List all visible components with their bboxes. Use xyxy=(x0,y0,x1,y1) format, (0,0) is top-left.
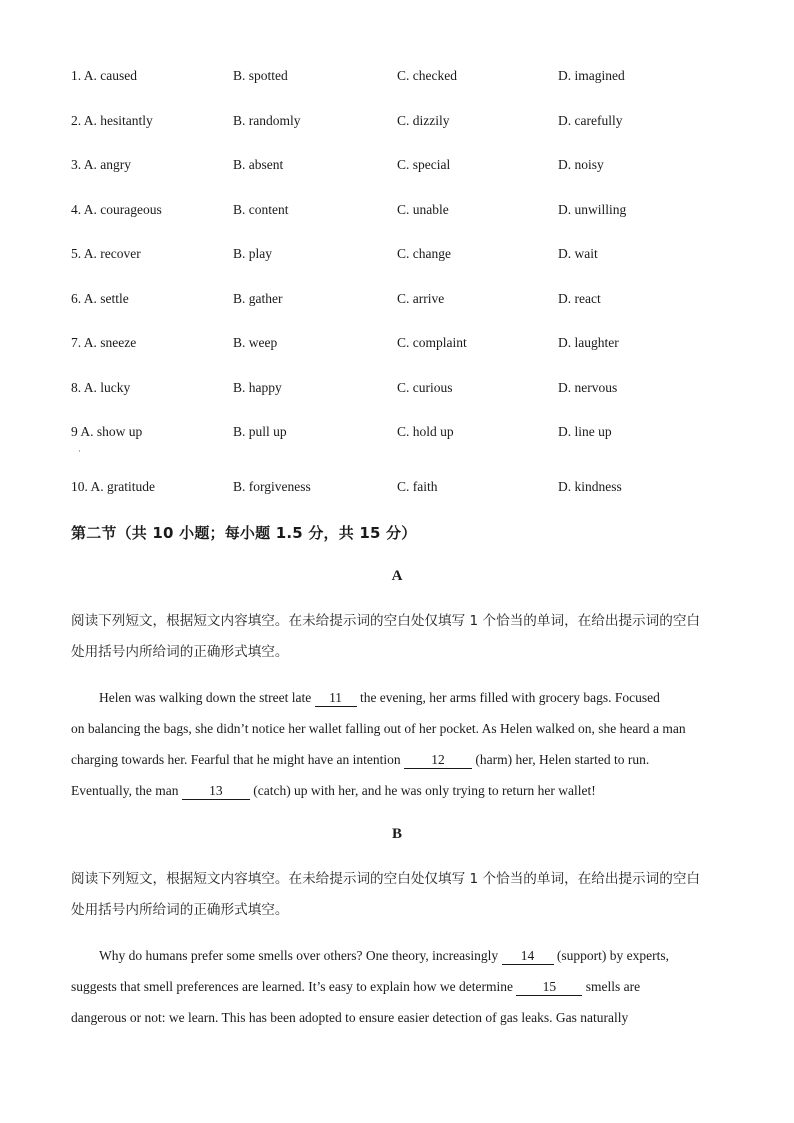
question-option-a: 4. A. courageous xyxy=(71,202,162,217)
question-option-c: C. curious xyxy=(397,380,453,395)
question-row xyxy=(0,113,794,133)
question-option-c: C. faith xyxy=(397,479,438,494)
question-option-d: D. line up xyxy=(558,424,612,439)
question-option-c: C. checked xyxy=(397,68,457,83)
part-b-instructions xyxy=(71,864,721,926)
part-a-instruction-line-2: 处用括号内所给词的正确形式填空。 xyxy=(71,644,289,660)
question-option-b: B. happy xyxy=(233,380,282,395)
text-span: charging towards her. Fearful that he might have an intention xyxy=(71,752,405,767)
passage-line xyxy=(71,775,721,806)
question-option-b: B. pull up xyxy=(233,424,287,439)
question-row xyxy=(0,424,794,444)
question-option-b: B. content xyxy=(233,202,289,217)
blank-15[interactable]: 15 xyxy=(516,979,582,996)
question-option-d: D. nervous xyxy=(558,380,618,395)
question-option-d: D. imagined xyxy=(558,68,625,83)
question-row xyxy=(0,68,794,88)
question-row xyxy=(0,246,794,266)
question-option-a: 9 A. show up xyxy=(71,424,143,439)
question-option-b: B. weep xyxy=(233,335,278,350)
question-option-b: B. play xyxy=(233,246,272,261)
question-option-c: C. arrive xyxy=(397,291,445,306)
part-a-instruction-line-1: 阅读下列短文，根据短文内容填空。在未给提示词的空白处仅填写 1 个恰当的单词，在给出提示词的空白 xyxy=(71,613,701,629)
part-b-instruction-line-2: 处用括号内所给词的正确形式填空。 xyxy=(71,902,289,918)
passage-line xyxy=(71,682,721,713)
question-option-c: C. complaint xyxy=(397,335,467,350)
question-option-d: D. unwilling xyxy=(558,202,627,217)
question-option-d: D. kindness xyxy=(558,479,622,494)
question-option-c: C. unable xyxy=(397,202,449,217)
question-option-a: 3. A. angry xyxy=(71,157,131,172)
text-span: smells are xyxy=(582,979,641,994)
question-option-a: 6. A. settle xyxy=(71,291,129,306)
question-row xyxy=(0,157,794,177)
blank-12[interactable]: 12 xyxy=(404,752,472,769)
question-option-b: B. gather xyxy=(233,291,283,306)
question-row xyxy=(0,335,794,355)
question-option-a: 1. A. caused xyxy=(71,68,137,83)
question-option-d: D. laughter xyxy=(558,335,619,350)
text-span: Eventually, the man xyxy=(71,783,182,798)
part-a-passage xyxy=(71,682,721,806)
text-span: the evening, her arms filled with grocery bags. Focused xyxy=(356,690,660,705)
passage-line xyxy=(71,744,721,775)
question-row xyxy=(0,291,794,311)
text-span: (catch) up with her, and he was only trying to return her wallet! xyxy=(249,783,596,798)
text-span: Helen was walking down the street late xyxy=(99,690,315,705)
question-option-d: D. wait xyxy=(558,246,598,261)
text-span: suggests that smell preferences are learned. It’s easy to explain how we determine xyxy=(71,979,517,994)
section-title: 第二节（共 10 小题；每小题 1.5 分，共 15 分） xyxy=(71,524,417,542)
question-option-a: 8. A. lucky xyxy=(71,380,131,395)
question-option-b: B. absent xyxy=(233,157,284,172)
passage-line xyxy=(71,940,721,971)
stray-mark: · xyxy=(78,446,81,456)
part-b-instruction-line-1: 阅读下列短文，根据短文内容填空。在未给提示词的空白处仅填写 1 个恰当的单词，在给出提示词的空白 xyxy=(71,871,701,887)
question-option-b: B. forgiveness xyxy=(233,479,311,494)
passage-line: on balancing the bags, she didn’t notice her wallet falling out of her pocket. As Helen walked on, she heard a man xyxy=(71,721,686,736)
blank-14[interactable]: 14 xyxy=(502,948,554,965)
passage-line xyxy=(71,971,721,1002)
question-row xyxy=(0,202,794,222)
passage-line: dangerous or not: we learn. This has been adopted to ensure easier detection of gas leaks. Gas naturally xyxy=(71,1010,629,1025)
question-option-b: B. randomly xyxy=(233,113,301,128)
part-b-passage xyxy=(71,940,721,1033)
text-span: (harm) her, Helen started to run. xyxy=(472,752,650,767)
part-a-instructions xyxy=(71,606,721,668)
question-option-d: D. carefully xyxy=(558,113,623,128)
question-option-c: C. special xyxy=(397,157,451,172)
question-option-a: 2. A. hesitantly xyxy=(71,113,153,128)
text-span: Why do humans prefer some smells over others? One theory, increasingly xyxy=(99,948,502,963)
question-option-c: C. change xyxy=(397,246,451,261)
question-row xyxy=(0,380,794,400)
question-option-a: 7. A. sneeze xyxy=(71,335,137,350)
part-a-heading: A xyxy=(391,568,403,584)
question-option-a: 10. A. gratitude xyxy=(71,479,155,494)
question-option-c: C. dizzily xyxy=(397,113,450,128)
question-option-c: C. hold up xyxy=(397,424,454,439)
question-option-a: 5. A. recover xyxy=(71,246,141,261)
question-row xyxy=(0,479,794,499)
part-b-heading: B xyxy=(391,826,402,842)
question-option-b: B. spotted xyxy=(233,68,288,83)
question-option-d: D. noisy xyxy=(558,157,604,172)
blank-11[interactable]: 11 xyxy=(315,690,357,707)
blank-13[interactable]: 13 xyxy=(182,783,250,800)
text-span: (support) by experts, xyxy=(553,948,669,963)
question-option-d: D. react xyxy=(558,291,601,306)
